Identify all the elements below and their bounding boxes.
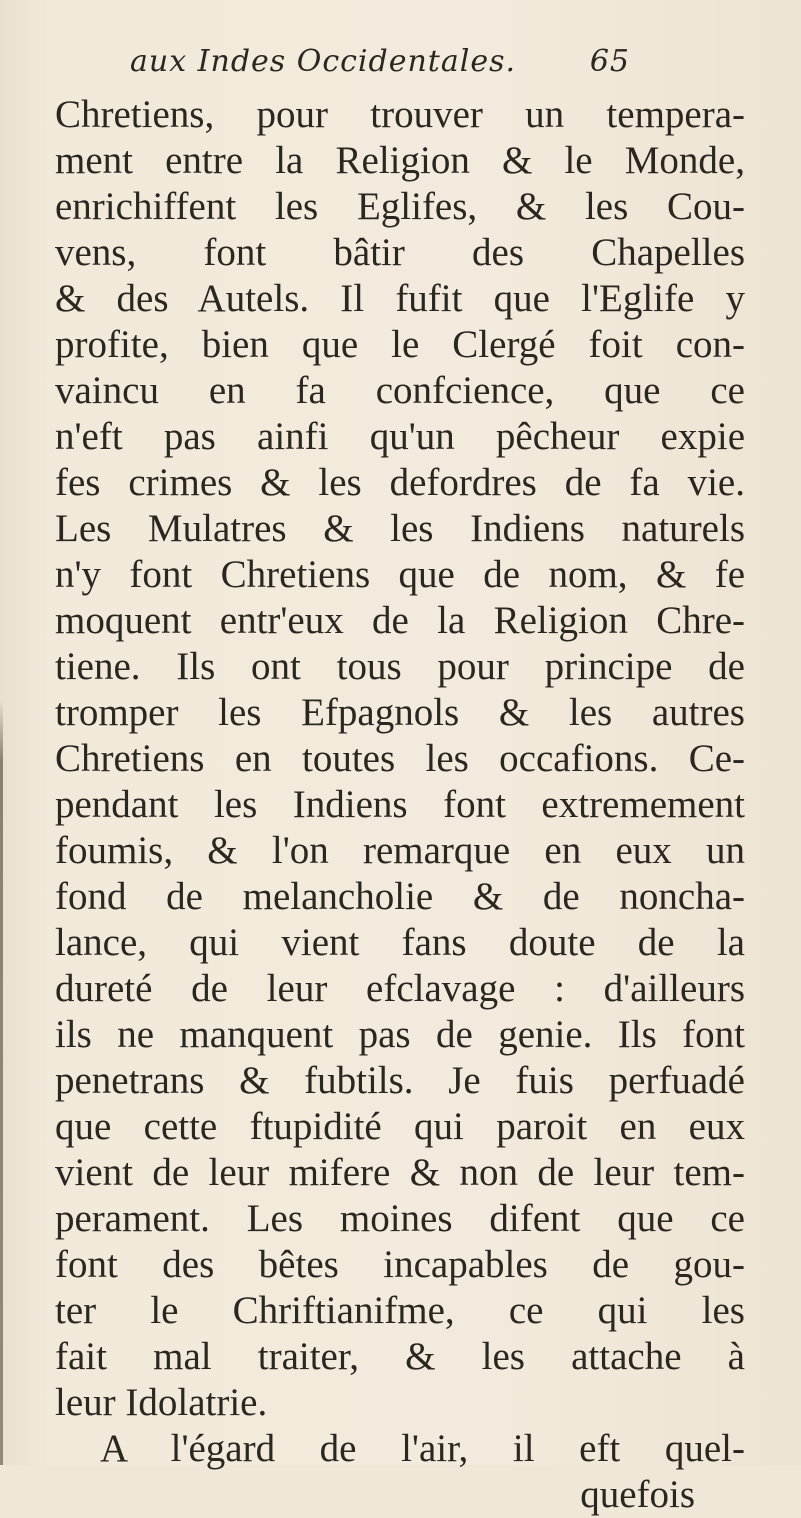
text-line: dureté de leur efclavage : d'ailleurs: [55, 967, 745, 1010]
text-line: penetrans & fubtils. Je fuis perfuadé: [55, 1059, 745, 1102]
text-line: fond de melancholie & de noncha-: [55, 875, 745, 918]
text-line: vens, font bâtir des Chapelles: [55, 231, 745, 274]
text-line: font des bêtes incapables de gou-: [55, 1243, 745, 1286]
text-line: moquent entr'eux de la Religion Chre-: [55, 599, 745, 642]
text-line: perament. Les moines difent que ce: [55, 1197, 745, 1240]
text-line: foumis, & l'on remarque en eux un: [55, 829, 745, 872]
text-line: n'eft pas ainfi qu'un pêcheur expie: [55, 415, 745, 458]
text-line: Chretiens en toutes les occafions. Ce-: [55, 737, 745, 780]
text-line: n'y font Chretiens que de nom, & fe: [55, 553, 745, 596]
text-line: Les Mulatres & les Indiens naturels: [55, 507, 745, 550]
text-line: pendant les Indiens font extremement: [55, 783, 745, 826]
catchword: quefois: [580, 1473, 695, 1516]
text-line: fes crimes & les defordres de fa vie.: [55, 461, 745, 504]
text-line: ter le Chriftianifme, ce qui les: [55, 1289, 745, 1332]
paragraph-end-line: leur Idolatrie.: [55, 1381, 268, 1424]
page-edge-shadow: [0, 700, 3, 1465]
text-line: vaincu en fa confcience, que ce: [55, 369, 745, 412]
text-line: Chretiens, pour trouver un tempera-: [55, 93, 745, 136]
text-line: tiene. Ils ont tous pour principe de: [55, 645, 745, 688]
paragraph-start-line: A l'égard de l'air, il eft quel-: [100, 1427, 745, 1470]
page-number: 65: [589, 44, 630, 79]
text-line: & des Autels. Il fufit que l'Eglife y: [55, 277, 745, 320]
text-line: ment entre la Religion & le Monde,: [55, 139, 745, 182]
text-line: fait mal traiter, & les attache à: [55, 1335, 745, 1378]
text-line: vient de leur mifere & non de leur tem-: [55, 1151, 745, 1194]
text-line: ils ne manquent pas de genie. Ils font: [55, 1013, 745, 1056]
running-title: aux Indes Occidentales.: [130, 44, 517, 79]
running-header: [110, 44, 630, 92]
text-line: profite, bien que le Clergé foit con-: [55, 323, 745, 366]
text-line: lance, qui vient fans doute de la: [55, 921, 745, 964]
text-line: que cette ftupidité qui paroit en eux: [55, 1105, 745, 1148]
text-line: enrichiffent les Eglifes, & les Cou-: [55, 185, 745, 228]
body-text: [55, 92, 745, 1518]
text-line: tromper les Efpagnols & les autres: [55, 691, 745, 734]
